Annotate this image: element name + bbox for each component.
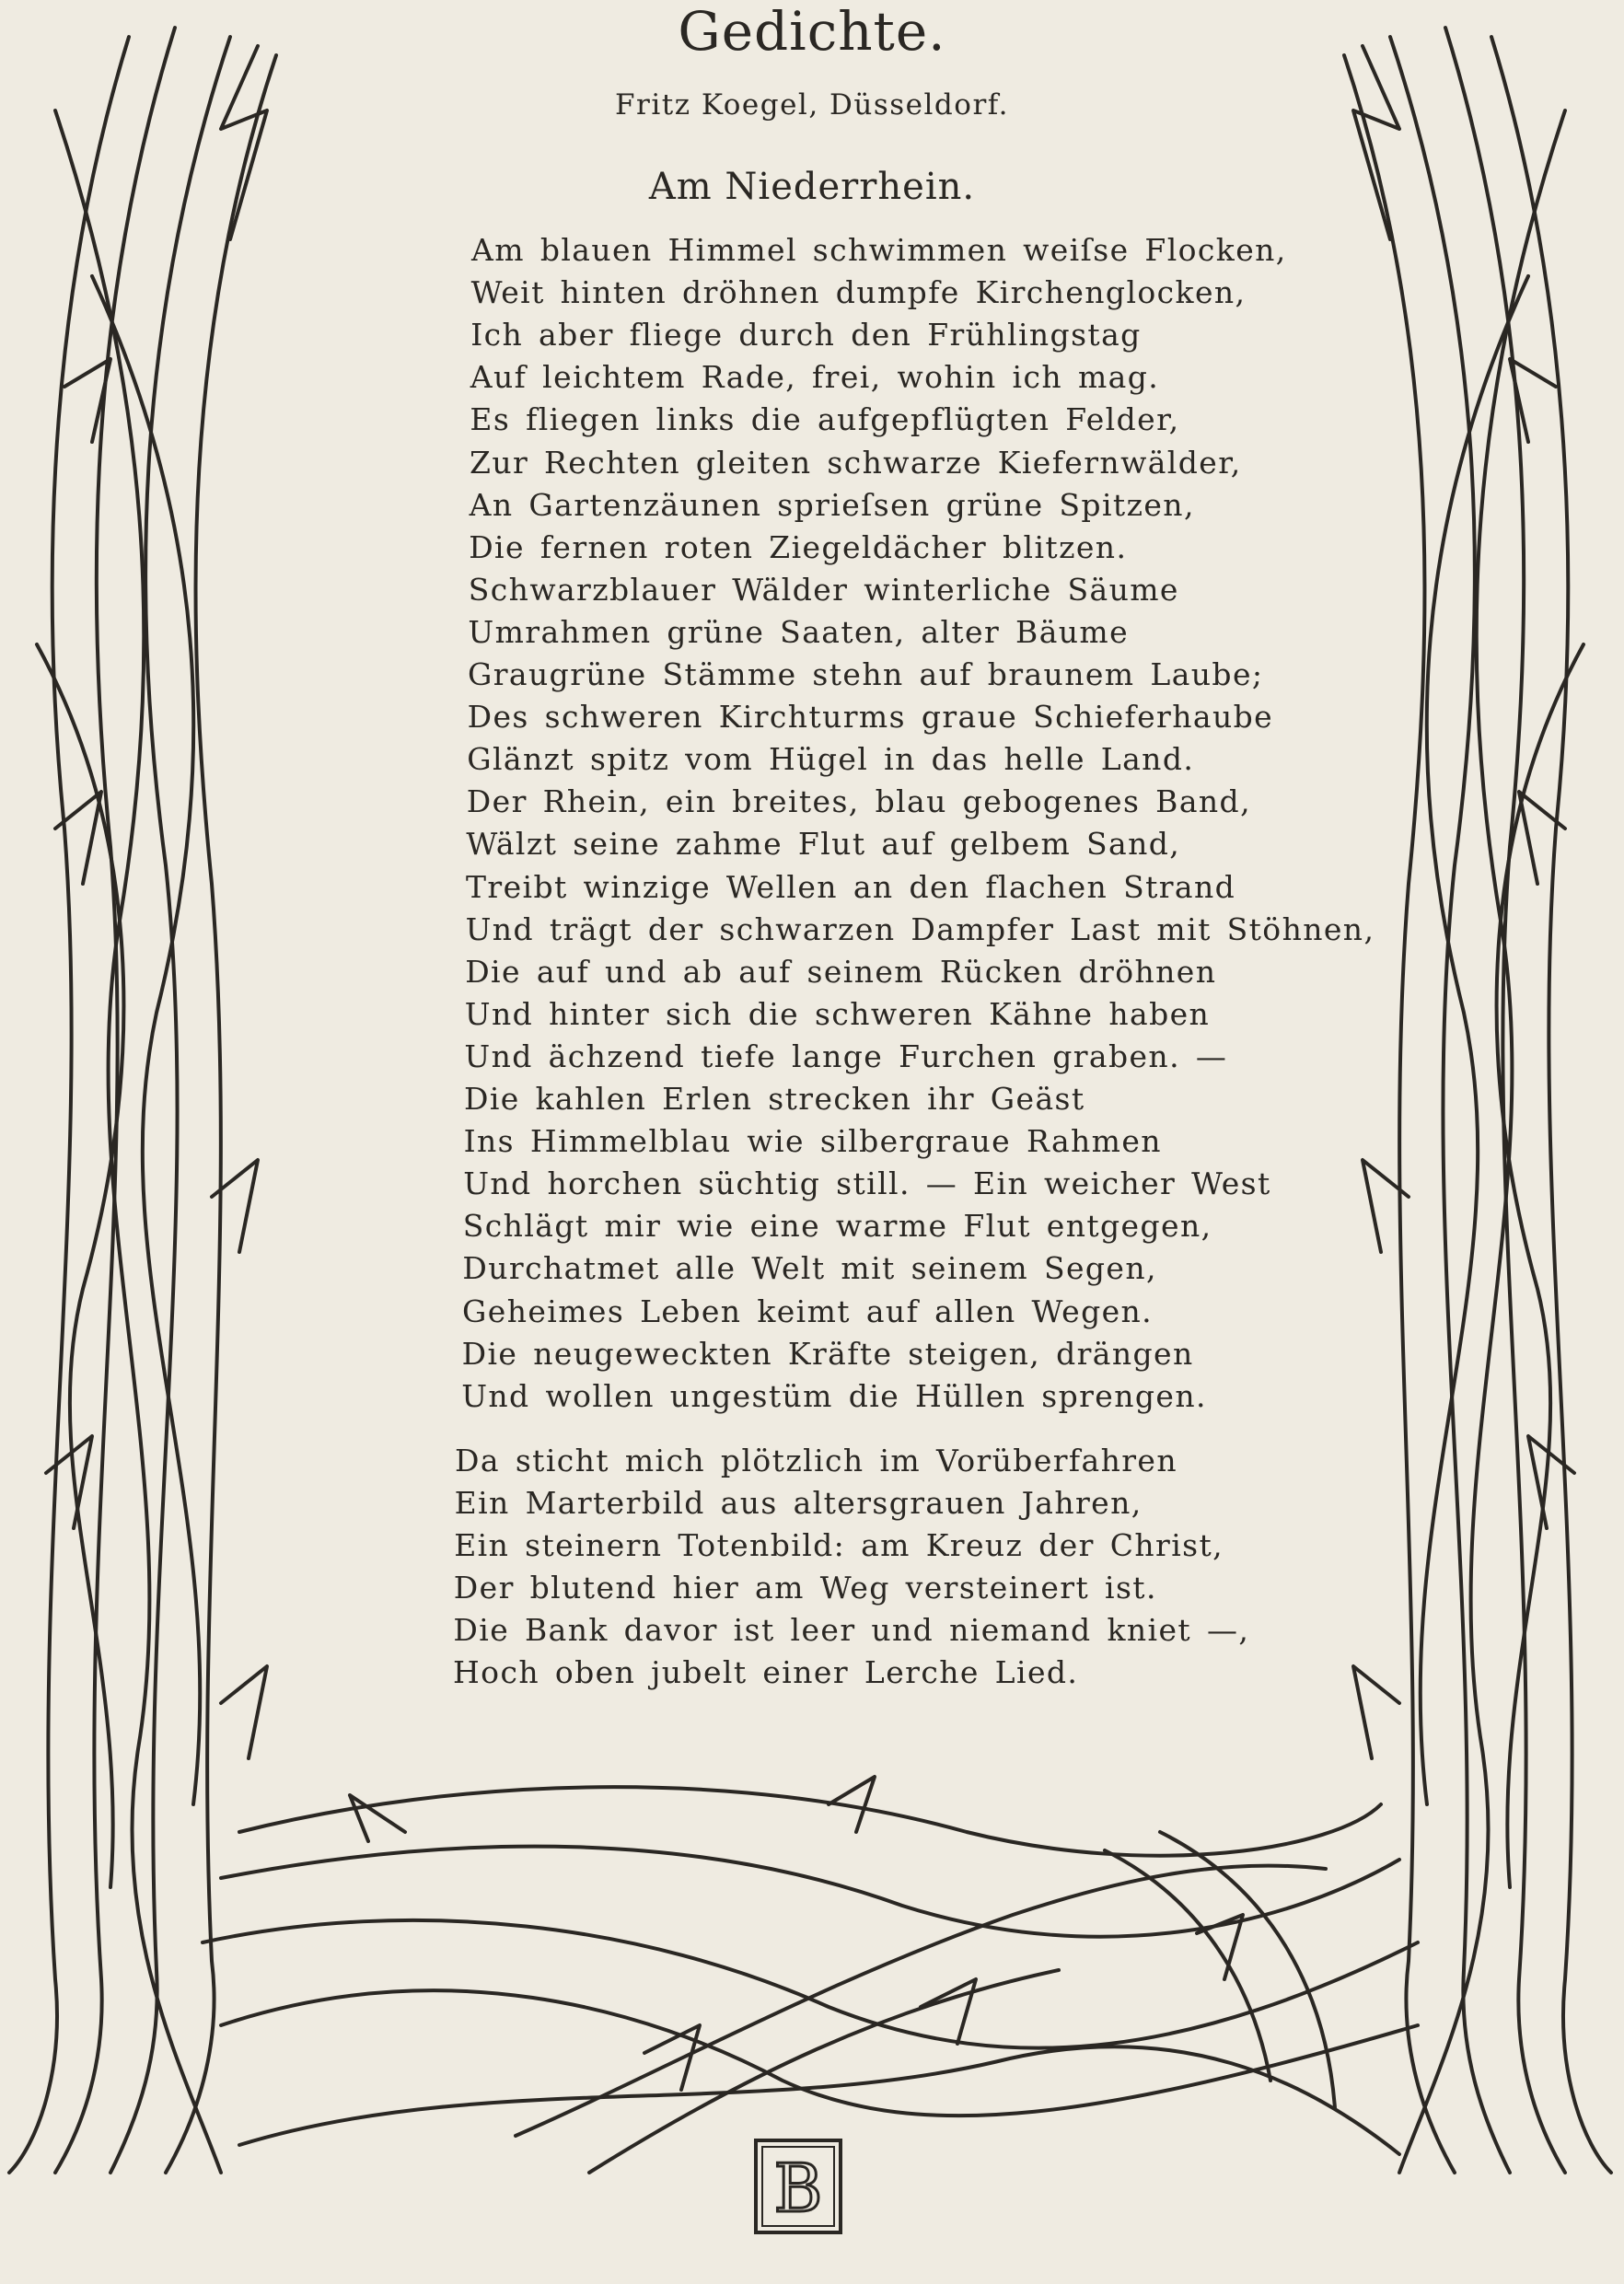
poem-line: Und horchen süchtig still. — Ein weicher West (463, 1165, 1271, 1202)
poem-line: Zur Rechten gleiten schwarze Kiefernwälder, (470, 444, 1242, 481)
poem-line: Es fliegen links die aufgepflügten Felder, (470, 401, 1180, 438)
poem-line: Umrahmen grüne Saaten, alter Bäume (468, 613, 1130, 650)
poem-line: Die Bank davor ist leer und niemand kniet —, (453, 1612, 1250, 1648)
poem-line: Ein Marterbild aus altersgrauen Jahren, (454, 1485, 1143, 1521)
left-vine (9, 28, 276, 2173)
poem-line: Ich aber fliege durch den Frühlingstag (470, 317, 1142, 354)
poem-title: Am Niederrhein. (648, 166, 976, 208)
poem-line: Durchatmet alle Welt mit seinem Segen, (462, 1250, 1157, 1287)
author-line: Fritz Koegel, Düsseldorf. (615, 88, 1009, 122)
poem-line: Die auf und ab auf seinem Rücken dröhnen (465, 953, 1217, 990)
monogram-letter: B (773, 2150, 823, 2227)
bottom-vine (203, 1777, 1418, 2173)
poem-line: Und trägt der schwarzen Dampfer Last mit Stöhnen, (465, 910, 1375, 947)
page-title: Gedichte. (678, 0, 946, 63)
poem-line: Die kahlen Erlen strecken ihr Geäst (464, 1081, 1085, 1117)
poem-line: Schwarzblauer Wälder winterliche Säume (468, 571, 1179, 608)
poem-line: Schlägt mir wie eine warme Flut entgegen, (462, 1208, 1212, 1245)
publisher-monogram (753, 2138, 843, 2235)
poem-line: Ins Himmelblau wie silbergraue Rahmen (463, 1123, 1162, 1160)
poem-line: An Gartenzäunen sprieſsen grüne Spitzen, (469, 486, 1195, 523)
poem-line: Graugrüne Stämme stehn auf braunem Laube; (468, 656, 1264, 692)
poem-line: Und ächzend tiefe lange Furchen graben. — (464, 1038, 1228, 1074)
poem-line: Und hinter sich die schweren Kähne haben (464, 995, 1211, 1032)
poem-line: Der Rhein, ein breites, blau gebogenes Band, (466, 783, 1251, 820)
poem-line: Weit hinten dröhnen dumpfe Kirchenglocken, (470, 274, 1247, 311)
poem-line: Glänzt spitz vom Hügel in das helle Land. (467, 741, 1195, 778)
poem-line: Die neugeweckten Kräfte steigen, drängen (461, 1335, 1194, 1372)
poem-line: Auf leichtem Rade, frei, wohin ich mag. (470, 359, 1160, 396)
poem-line: Die fernen roten Ziegeldächer blitzen. (469, 528, 1128, 565)
poem-line: Wälzt seine zahme Flut auf gelbem Sand, (466, 826, 1181, 863)
poem-line: Am blauen Himmel schwimmen weiſse Flocken, (471, 232, 1287, 268)
poem-line: Ein steinern Totenbild: am Kreuz der Christ, (454, 1527, 1224, 1563)
poem-line: Des schweren Kirchturms graue Schieferhaube (467, 699, 1274, 736)
right-vine (1344, 28, 1611, 2173)
poem-line: Der blutend hier am Weg versteinert ist. (453, 1570, 1157, 1606)
poem-line: Da sticht mich plötzlich im Vorüberfahren (455, 1443, 1178, 1478)
poem-line: Treibt winzige Wellen an den flachen Strand (466, 868, 1236, 905)
poem-line: Geheimes Leben keimt auf allen Wegen. (462, 1293, 1154, 1329)
poem-line: Und wollen ungestüm die Hüllen sprengen. (461, 1377, 1207, 1414)
poem-line: Hoch oben jubelt einer Lerche Lied. (453, 1654, 1079, 1690)
